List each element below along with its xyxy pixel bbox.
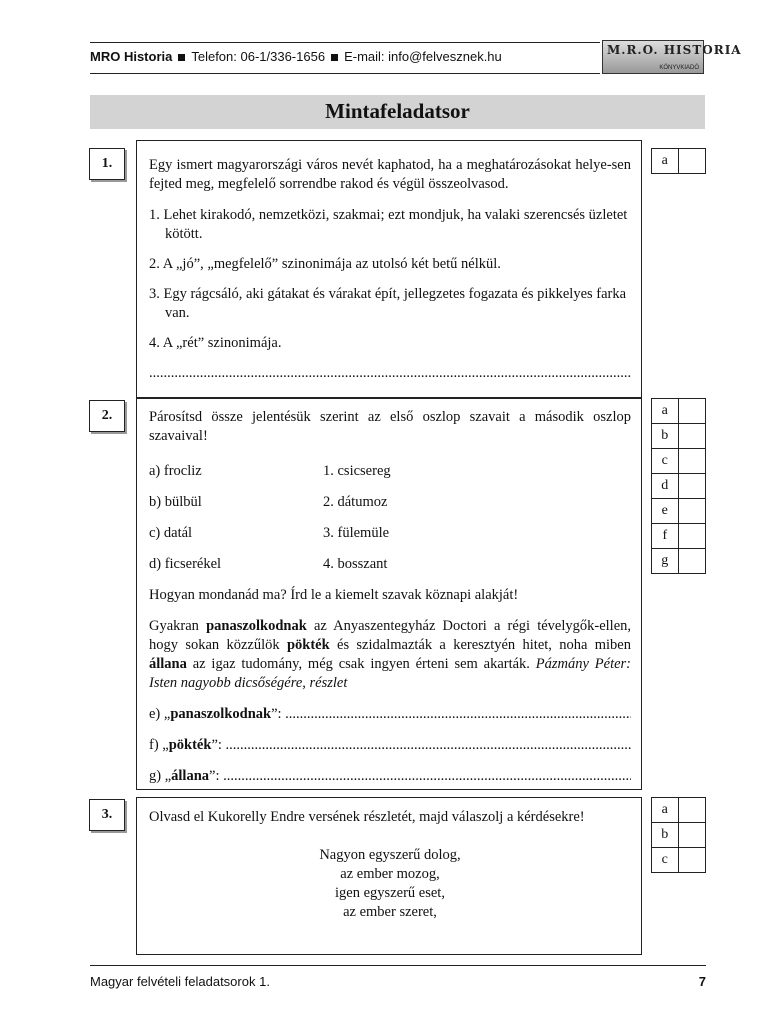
q2-answer-f[interactable] bbox=[149, 736, 631, 755]
grid-row bbox=[652, 524, 706, 549]
grid-label: d bbox=[652, 474, 679, 499]
answer-word: pökték bbox=[168, 737, 212, 753]
poem-line: igen egyszerű eset, bbox=[335, 885, 445, 901]
answer-prefix: f) „ bbox=[149, 737, 169, 753]
q2-left-col bbox=[149, 462, 221, 586]
q1-item-4: 4. A „rét” szinonimája. bbox=[149, 335, 282, 351]
q2-left-item: a) frocliz bbox=[149, 463, 202, 479]
grid-row bbox=[652, 399, 706, 424]
page-footer bbox=[90, 965, 706, 989]
q3-poem bbox=[149, 846, 631, 922]
publisher-logo bbox=[602, 40, 742, 74]
q2-left-item: c) datál bbox=[149, 525, 193, 541]
header-contact bbox=[90, 49, 502, 64]
q2-right-item: 2. dátumoz bbox=[323, 494, 388, 510]
q2-passage bbox=[149, 617, 631, 693]
grid-answer-cell[interactable] bbox=[678, 149, 705, 174]
grid-label: b bbox=[652, 424, 679, 449]
grid-answer-cell[interactable] bbox=[678, 474, 705, 499]
grid-row bbox=[652, 823, 706, 848]
q2-right-item: 1. csicsereg bbox=[323, 463, 391, 479]
q2-intro: Párosítsd össze jelentésük szerint az első oszlop szavait a második oszlop szavaival! bbox=[149, 409, 631, 444]
answer-suffix: ”: bbox=[209, 768, 220, 784]
grid-label: g bbox=[652, 549, 679, 574]
grid-answer-cell[interactable] bbox=[678, 499, 705, 524]
q2-match-columns bbox=[149, 462, 631, 586]
header-bottom-rule bbox=[90, 73, 600, 74]
grid-answer-cell[interactable] bbox=[678, 549, 705, 574]
grid-label: b bbox=[652, 823, 679, 848]
grid-row bbox=[652, 798, 706, 823]
grid-label: a bbox=[652, 399, 679, 424]
q3-number: 3. bbox=[89, 799, 125, 831]
answer-suffix: ”: bbox=[211, 737, 222, 753]
header-phone: Telefon: 06-1/336-1656 bbox=[191, 49, 326, 64]
q1-item-1: 1. Lehet kirakodó, nemzetközi, szakmai; ezt mondjuk, ha valaki szerencsés üzletet kötött. bbox=[149, 207, 628, 242]
q1-content bbox=[149, 156, 631, 383]
grid-answer-cell[interactable] bbox=[678, 424, 705, 449]
grid-row bbox=[652, 449, 706, 474]
answer-word: panaszolkodnak bbox=[170, 706, 272, 722]
grid-label: c bbox=[652, 449, 679, 474]
header-email: E-mail: info@felvesznek.hu bbox=[344, 49, 502, 64]
page-title: Mintafeladatsor bbox=[90, 95, 705, 129]
poem-line: az ember szeret, bbox=[343, 904, 437, 920]
grid-label: e bbox=[652, 499, 679, 524]
q2-right-col bbox=[323, 462, 391, 586]
grid-answer-cell[interactable] bbox=[678, 823, 705, 848]
logo-subtext: KÖNYVKIADÓ bbox=[659, 65, 699, 71]
q2-right-item: 3. fülemüle bbox=[323, 525, 390, 541]
logo-text: M.R.O. HISTORIA bbox=[607, 43, 742, 57]
passage-bold: állana bbox=[149, 656, 187, 672]
poem-line: az ember mozog, bbox=[340, 866, 440, 882]
q2-right-item: 4. bosszant bbox=[323, 556, 388, 572]
bullet-square-icon bbox=[331, 54, 338, 61]
grid-row bbox=[652, 848, 706, 873]
grid-label: a bbox=[652, 149, 679, 174]
grid-row bbox=[652, 424, 706, 449]
passage-bold: panaszolkodnak bbox=[206, 618, 307, 634]
poem-line: Nagyon egyszerű dolog, bbox=[319, 847, 461, 863]
grid-answer-cell[interactable] bbox=[678, 449, 705, 474]
q2-answer-g[interactable] bbox=[149, 767, 631, 786]
bullet-square-icon bbox=[178, 54, 185, 61]
q3-content bbox=[149, 808, 631, 922]
passage-text: Gyakran bbox=[149, 618, 207, 634]
q2-number: 2. bbox=[89, 400, 125, 432]
q1-answer-line[interactable] bbox=[149, 364, 631, 383]
q1-item-2: 2. A „jó”, „megfelelő” szinonimája az utolsó két betű nélkül. bbox=[149, 256, 501, 272]
grid-answer-cell[interactable] bbox=[678, 798, 705, 823]
grid-row bbox=[652, 474, 706, 499]
q1-answer-grid bbox=[651, 148, 706, 174]
grid-label: c bbox=[652, 848, 679, 873]
grid-row bbox=[652, 499, 706, 524]
q1-intro: Egy ismert magyarországi város nevét kaphatod, ha a meghatározásokat helye-sen fejted meg, megfelelő sorrendbe rakod és végül összeolvasod. bbox=[149, 157, 631, 192]
q2-left-item: b) bülbül bbox=[149, 494, 202, 510]
grid-row bbox=[652, 549, 706, 574]
footer-text: Magyar felvételi feladatsorok 1. bbox=[90, 974, 270, 989]
grid-answer-cell[interactable] bbox=[678, 399, 705, 424]
grid-answer-cell[interactable] bbox=[678, 524, 705, 549]
grid-answer-cell[interactable] bbox=[678, 848, 705, 873]
q2-answer-grid bbox=[651, 398, 706, 574]
q1-item-3: 3. Egy rágcsáló, aki gátakat és várakat épít, jellegzetes fogazata és pikkelyes farka van. bbox=[149, 286, 627, 321]
q3-intro: Olvasd el Kukorelly Endre versének részletét, majd válaszolj a kérdésekre! bbox=[149, 809, 585, 825]
passage-text: és szidalmazták a keresztyén hitet, noha miben bbox=[329, 637, 631, 653]
q1-number: 1. bbox=[89, 148, 125, 180]
header-brand: MRO Historia bbox=[90, 49, 173, 64]
q2-question: Hogyan mondanád ma? Írd le a kiemelt szavak köznapi alakját! bbox=[149, 587, 519, 603]
answer-suffix: ”: bbox=[271, 706, 282, 722]
passage-source: Pázmány Péter: Isten nagyobb dicsőségére, részlet bbox=[149, 656, 632, 691]
answer-word: állana bbox=[171, 768, 210, 784]
q2-answer-e[interactable] bbox=[149, 705, 631, 724]
q2-content bbox=[149, 408, 631, 786]
grid-row bbox=[652, 149, 706, 174]
passage-bold: pökték bbox=[286, 637, 330, 653]
page-number: 7 bbox=[698, 974, 706, 989]
header-top-rule bbox=[90, 42, 600, 43]
q3-answer-grid bbox=[651, 797, 706, 873]
passage-text: az Anyaszentegyház Doctori a régi tévelygők-ellen, hogy sokan közzűlök bbox=[149, 618, 632, 653]
answer-prefix: e) „ bbox=[149, 706, 171, 722]
grid-label: f bbox=[652, 524, 679, 549]
passage-text: az igaz tudomány, még csak ingyen érteni sem akarták. bbox=[186, 656, 536, 672]
answer-prefix: g) „ bbox=[149, 768, 172, 784]
q2-left-item: d) ficserékel bbox=[149, 556, 222, 572]
grid-label: a bbox=[652, 798, 679, 823]
